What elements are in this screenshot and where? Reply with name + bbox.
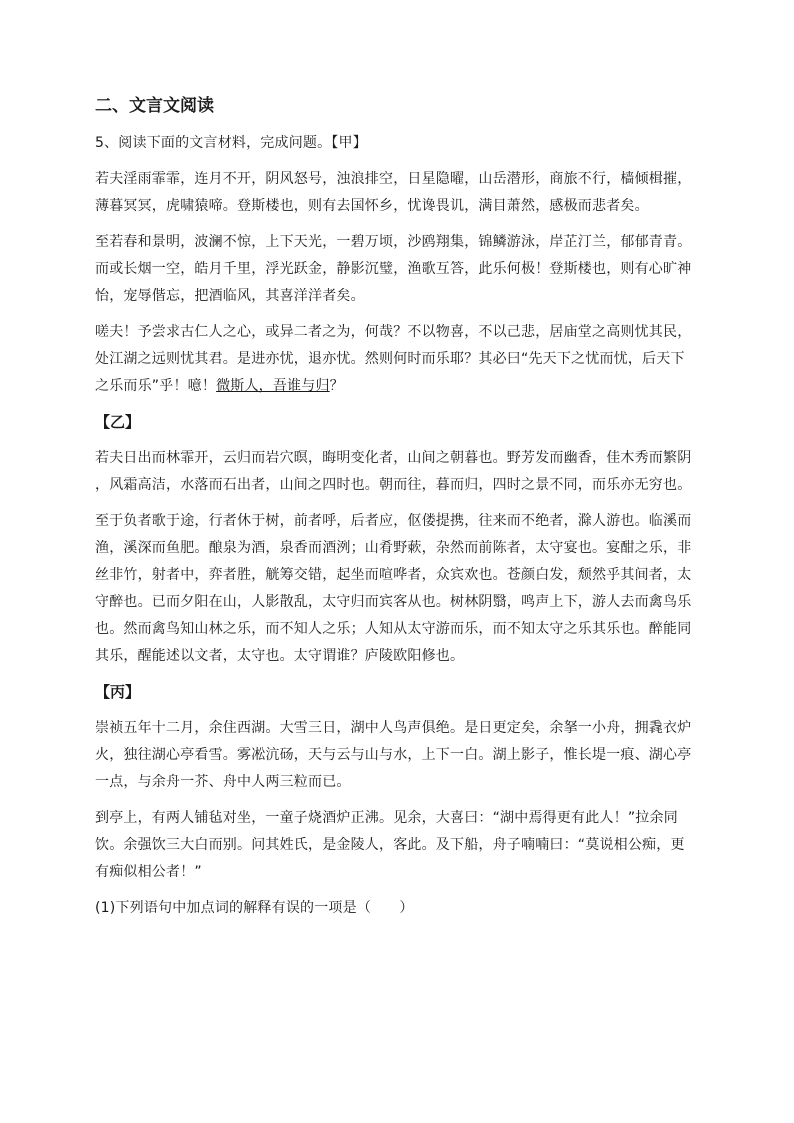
text-line: 处江湖之远则忧其君。是进亦忧，退亦忧。然则何时而乐耶？其必曰“先天下之忧而忧，后天下: [95, 351, 685, 367]
sub-question: (1)下列语句中加点词的解释有误的一项是（ ）: [95, 900, 414, 916]
text-segment: 之乐而乐”乎！噫！: [95, 378, 217, 394]
text-line: 而或长烟一空，皓月千里，浮光跃金，静影沉璧，渔歌互答，此乐何极！登斯楼也，则有心旷神: [95, 261, 692, 277]
text-line: ，风霜高洁，水落而石出者，山间之四时也。朝而往，暮而归，四时之景不同，而乐亦无穷也。: [95, 477, 692, 493]
passage-jia-paragraph-3: [95, 319, 695, 400]
text-line: 渔，溪深而鱼肥。酿泉为酒，泉香而酒洌；山肴野蔌，杂然而前陈者，太守宴也。宴酣之乐，非: [95, 540, 692, 556]
text-line: 崇祯五年十二月，余住西湖。大雪三日，湖中人鸟声俱绝。是日更定矣，余拏一小舟，拥毳衣炉: [95, 720, 692, 736]
document-page: [95, 92, 695, 922]
passage-jia-paragraph-2: [95, 229, 695, 310]
text-line: 嗟夫！予尝求古仁人之心，或异二者之为，何哉？不以物喜，不以己悲，居庙堂之高则忧其民，: [95, 324, 692, 340]
passage-bing-paragraph-2: [95, 805, 695, 886]
text-line: 其乐，醒能述以文者，太守也。太守谓谁？庐陵欧阳修也。: [95, 648, 465, 664]
text-line: 火，独往湖心亭看雪。雾凇沆砀，天与云与山与水，上下一白。湖上影子，惟长堤一痕、湖心亭: [95, 747, 692, 763]
text-line: 薄暮冥冥，虎啸猿啼。登斯楼也，则有去国怀乡，忧谗畏讥，满目萧然，感极而悲者矣。: [95, 198, 649, 214]
text-line: 若夫日出而林霏开，云归而岩穴暝，晦明变化者，山间之朝暮也。野芳发而幽香，佳木秀而繁阴: [95, 450, 692, 466]
text-line: 一点，与余舟一芥、舟中人两三粒而已。: [95, 774, 351, 790]
text-line: 至于负者歌于途，行者休于树，前者呼，后者应，伛偻提携，往来而不绝者，滁人游也。临溪而: [95, 513, 692, 529]
passage-yi-paragraph-2: [95, 508, 695, 670]
passage-jia-paragraph-1: [95, 166, 695, 220]
text-line: 饮。余强饮三大白而别。问其姓氏，是金陵人，客此。及下船，舟子喃喃曰：“莫说相公痴，更: [95, 837, 685, 853]
text-line: 守醉也。已而夕阳在山，人影散乱，太守归而宾客从也。树林阴翳，鸣声上下，游人去而禽鸟乐: [95, 594, 692, 610]
text-line: 到亭上，有两人铺毡对坐，一童子烧酒炉正沸。见余，大喜曰：“湖中焉得更有此人！”拉余同: [95, 810, 678, 826]
question-intro: 5、阅读下面的文言材料，完成问题。【甲】: [95, 135, 367, 151]
text-segment: ？: [329, 378, 344, 394]
text-line: 丝非竹，射者中，弈者胜，觥筹交错，起坐而喧哗者，众宾欢也。苍颜白发，颓然乎其间者，太: [95, 567, 692, 583]
text-line: 也。然而禽鸟知山林之乐，而不知人之乐；人知从太守游而乐，而不知太守之乐其乐也。醉能同: [95, 621, 692, 637]
text-line: [95, 373, 695, 400]
passage-bing-paragraph-1: [95, 715, 695, 796]
passage-label-yi: 【乙】: [95, 413, 141, 431]
passage-label-bing: 【丙】: [95, 683, 141, 701]
section-title: 二、文言文阅读: [95, 96, 214, 116]
passage-yi-paragraph-1: [95, 445, 695, 499]
text-line: 若夫淫雨霏霏，连月不开，阴风怒号，浊浪排空，日星隐曜，山岳潜形，商旅不行，樯倾楫摧，: [95, 171, 692, 187]
text-line: 至若春和景明，波澜不惊，上下天光，一碧万顷，沙鸥翔集，锦鳞游泳，岸芷汀兰，郁郁青青。: [95, 234, 692, 250]
underlined-sentence: 微斯人，吾谁与归: [216, 378, 330, 394]
text-line: 怡，宠辱偕忘，把酒临风，其喜洋洋者矣。: [95, 288, 365, 304]
text-line: 有痴似相公者！”: [95, 864, 202, 880]
